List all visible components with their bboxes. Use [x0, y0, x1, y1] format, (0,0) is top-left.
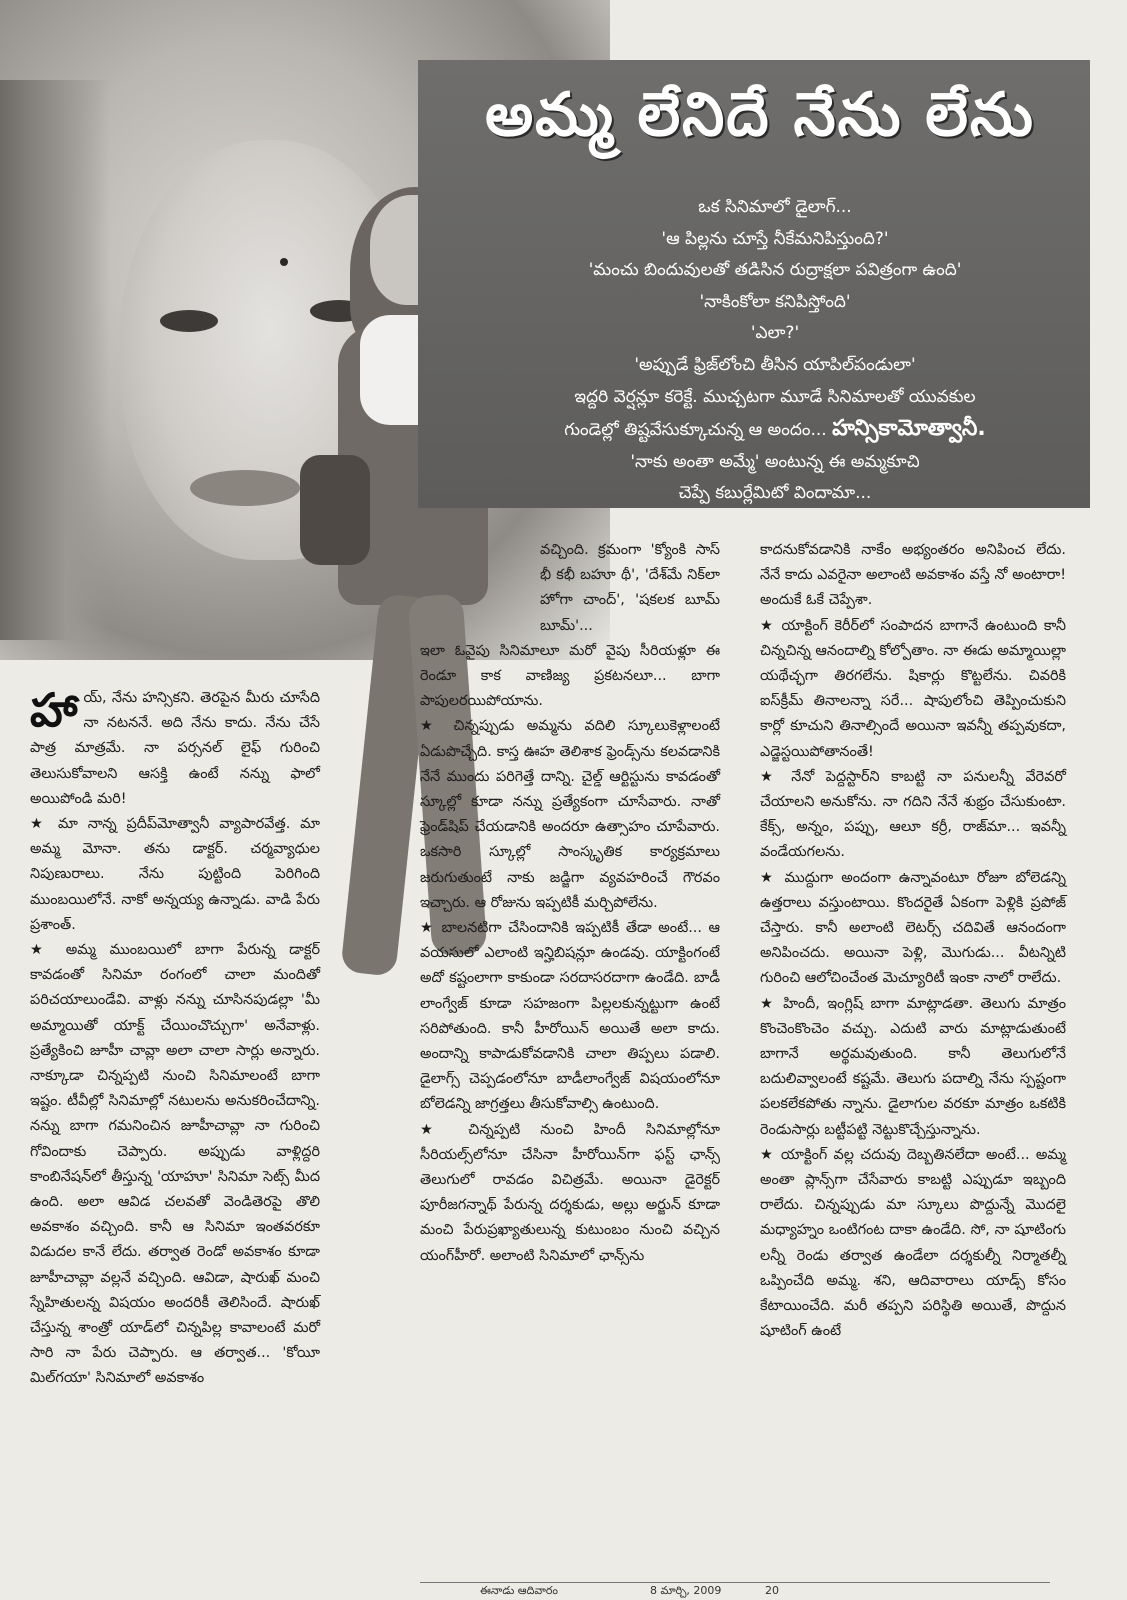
article-column-2 [420, 538, 720, 1269]
bindi [280, 258, 288, 266]
intro-line: చెప్పే కబుర్లేమిటో విందామా... [678, 483, 872, 504]
intro-line: 'మంచు బిందువులతో తడిసిన రుద్రాక్షలా పవిత్రంగా ఉంది' [588, 260, 962, 281]
paragraph: వచ్చింది. క్రమంగా 'క్యోంకి సాస్ భీ కభీ బహూ థీ', 'దేశ్‌మే నిక్‌లా హోగా చాంద్', 'షకలక బూమ్ బూమ్'... [540, 542, 720, 634]
intro-line: ఒక సినిమాలో డైలాగ్... [698, 197, 852, 217]
paragraph: ★ చిన్నప్పటి నుంచి హిందీ సినిమాల్లోనూ సీరియల్స్‌లోనూ చేసినా హీరోయిన్‌గా ఫస్ట్ ఛాన్స్ తెలుగులో రావడం విచిత్రమే. అయినా డైరెక్టర్ పూరీజగన్నాథ్ పేరున్న దర్శకుడు, అల్లు అర్జున్ కూడా మంచి పేరుప్రఖ్యాతులున్న కుటుంబం నుంచి వచ్చిన యంగ్‌హీరో. అలాంటి సినిమాలో ఛాన్స్‌ను [420, 1121, 720, 1264]
paragraph: కాదనుకోవడానికి నాకేం అభ్యంతరం అనిపించ లేదు. నేనే కాదు ఎవరైనా అలాంటి అవకాశం వస్తే నో అంటారా! అందుకే ఓకే చెప్పేశా. [760, 542, 1066, 609]
paragraph: ★ హిందీ, ఇంగ్లిష్ బాగా మాట్లాడతా. తెలుగు మాత్రం కొంచెంకొంచెం వచ్చు. ఎదుటి వారు మాట్లాడుతుంటే బాగానే అర్థమవుతుంది. కానీ తెలుగులోనే బదులివ్వాలంటే కష్టమే. తెలుగు పదాల్ని నేను స్పష్టంగా పలకలేకపోతు న్నాను. డైలాగుల వరకూ మాత్రం ఒకటికి రెండుసార్లు బట్టీపట్టి నెట్టుకొచ్చేస్తున్నాను. [760, 995, 1066, 1138]
lips [190, 470, 300, 506]
paragraph: ★ బాలనటిగా చేసిందానికి ఇప్పటికీ తేడా అంటే... ఆ వయసులో ఎలాంటి ఇన్హిబిషన్లూ ఉండవు. యాక్టింగంటే అదో కష్టంలాగా కాకుండా సరదాసరదాగా ఉండేది. బాడీ లాంగ్వేజ్ కూడా సహజంగా పిల్లలకున్నట్టుగా ఉంటే సరిపోతుంది. కానీ హీరోయిన్ అయితే అలా కాదు. అందాన్ని కాపాడుకోవడానికి చాలా తిప్పలు పడాలి. డైలాగ్స్ చెప్పడంలోనూ బాడీలాంగ్వేజ్ విషయంలోనూ బోలెడన్ని జాగ్రత్తలు తీసుకోవాల్సి ఉంటుంది. [420, 920, 720, 1113]
article-title: అమ్మ లేనిదే నేను లేను [485, 80, 1035, 150]
intro-line-text: గుండెల్లో తిష్టవేసుక్కూచున్న ఆ అందం... [564, 420, 827, 441]
article-intro [470, 192, 1080, 510]
left-eye [160, 310, 218, 332]
article-column-3 [760, 538, 1066, 1345]
paragraph: ★ చిన్నప్పుడు అమ్మను వదిలి స్కూలుకెళ్లాలంటే ఏడుపొచ్చేది. కాస్త ఊహ తెలిశాక ఫ్రెండ్స్‌ను కలవడానికి నేనే ముందు పరిగెత్తే దాన్ని. చైల్డ్ ఆర్టిస్టును కావడంతో స్కూల్లో కూడా నన్ను ప్రత్యేకంగా చూసేవారు. నాతో ఫ్రెండ్‌షిప్ చేయడానికి అందరూ ఉత్సాహం చూపేవారు. ఒకసారి స్కూల్లో సాంస్కృతిక కార్యక్రమాలు జరుగుతుంటే నాకు జడ్జిగా వ్యవహరించే గౌరవం ఇచ్చారు. ఆ రోజును ఇప్పటికీ మర్చిపోలేను. [420, 718, 720, 911]
intro-line [470, 413, 1080, 447]
paragraph: ★ మా నాన్న ప్రదీప్‌మోత్వానీ వ్యాపారవేత్త. మా అమ్మ మోనా. తను డాక్టర్. చర్మవ్యాధుల నిపుణురాలు. నేను పుట్టింది పెరిగింది ముంబయిలోనే. నాకో అన్నయ్య ఉన్నాడు. వాడి పేరు ప్రశాంత్. [30, 816, 320, 933]
intro-line: 'అప్పుడే ఫ్రిజ్‌లోంచి తీసిన యాపిల్‌పండులా' [634, 354, 916, 375]
paragraph: ★ యాక్టింగ్ వల్ల చదువు దెబ్బతినలేదా అంటే... అమ్మ అంతా ప్లాన్స్‌గా చేసేవారు కాబట్టి ఎప్పుడూ ఇబ్బంది రాలేదు. చిన్నప్పుడు మా స్కూలు పొద్దున్నే మొదలై మధ్యాహ్నం ఒంటిగంట దాకా ఉండేది. సో, నా షూటింగు లన్నీ రెండు తర్వాత ఉండేలా దర్శకుల్నీ నిర్మాతల్నీ ఒప్పించేది అమ్మ. శని, ఆదివారాలు యాడ్స్ కోసం కేటాయించేది. మరీ తప్పని పరిస్థితి అయితే, పొద్దున షూటింగ్ ఉంటే [760, 1146, 1066, 1340]
actress-name: హన్సికామోత్వానీ. [832, 416, 986, 442]
intro-line: ఇద్దరి వెర్షన్లూ కరెక్టే. ముచ్చటగా మూడే సినిమాలతో యువకుల [574, 386, 976, 407]
publication-name: ఈనాడు ఆదివారం [480, 1584, 558, 1597]
paragraph-text: య్, నేను హన్సికని. తెరపైన మీరు చూసేది నా నటననే. అది నేను కాదు. నేను చేసే పాత్ర మాత్రమే. నా పర్సనల్ లైఫ్ గురించి తెలుసుకోవాలని ఆసక్తి ఉంటే నన్ను ఫాలో అయిపోండి మరి! [30, 690, 320, 807]
paragraph: ★ యాక్టింగ్ కెరీర్‌లో సంపాదన బాగానే ఉంటుంది కానీ చిన్నచిన్న ఆనందాల్ని కోల్పోతాం. నా ఈడు అమ్మాయిల్లా యథేచ్ఛగా తిరగలేను. షికార్లు కొట్టలేను. చివరికి ఐస్‌క్రీమ్ తినాలన్నా సరే... షాపులోంచి తెప్పించుకుని కార్లో కూచుని తినాల్సిందే అయినా ఇవన్నీ తప్పవుకదా, ఎడ్జెస్టయిపోతానంతే! [760, 617, 1066, 760]
intro-line: 'ఆ పిల్లను చూస్తే నీకేమనిపిస్తుంది?' [661, 228, 889, 249]
figure-bag [300, 455, 370, 565]
paragraph: ★ నేనో పెద్దస్టార్‌ని కాబట్టి నా పనులన్నీ వేరెవరో చేయాలని అనుకోను. నా గదిని నేనే శుభ్రం చేసుకుంటా. కేక్స్, అన్నం, పప్పు, ఆలూ కర్రీ, రాజ్‌మా... ఇవన్నీ వండేయగలను. [760, 768, 1066, 861]
page-number: 20 [765, 1584, 779, 1597]
paragraph: ★ అమ్మ ముంబయిలో బాగా పేరున్న డాక్టర్ కావడంతో సినిమా రంగంలో చాలా మందితో పరిచయాలుండేవి. వాళ్లు నన్ను చూసినపుడల్లా 'మీ అమ్మాయితో యాక్ట్ చేయించొచ్చుగా' అనేవాళ్లు. ప్రత్యేకించి జూహీ చావ్లా అలా చాలా సార్లు అన్నారు. నాక్కూడా చిన్నప్పటి నుంచి సినిమాలంటే బాగా ఇష్టం. టీవీల్లో సినిమాల్లో నటులను అనుకరించేదాన్ని. నన్ను బాగా గమనించిన జూహీచావ్లా నా గురించి గోవిందాకు చెప్పారు. అప్పుడు వాళ్లిద్దరి కాంబినేషన్‌లో తీస్తున్న 'యాహూ' సినిమా సెట్స్ మీద ఉంది. అలా ఆవిడ చలవతో వెండితెరపై తొలి అవకాశం వచ్చింది. కానీ ఆ సినిమా ఇంతవరకూ విడుదల కానే లేదు. తర్వాత రెండో అవకాశం కూడా జూహీచావ్లా వల్లనే వచ్చింది. ఆవిడా, షారుఖ్ మంచి స్నేహితులన్న విషయం అందరికీ తెలిసిందే. షారుఖ్ చేస్తున్న శాంత్రో యాడ్‌లో చిన్నపిల్ల కావాలంటే మరో సారి నా పేరు చెప్పారు. ఆ తర్వాత... 'కోయీ మిల్‌గయా' సినిమాలో అవకాశం [30, 942, 320, 1387]
intro-line: 'నాకు అంతా అమ్మే' అంటున్న ఈ అమ్మకూచి [630, 451, 920, 472]
paragraph [30, 683, 320, 812]
paragraph: ★ ముద్దుగా అందంగా ఉన్నావంటూ రోజూ బోలెడన్ని ఉత్తరాలు వస్తుంటాయి. కొందరైతే ఏకంగా పెళ్లికి ప్రపోజ్ చేస్తారు. కానీ అలాంటి లెటర్స్ చదివితే ఆనందంగా అనిపించదు. అయినా పెళ్లి, మొగుడు... వీటన్నిటి గురించి ఆలోచించేంత మెచ్యూరిటీ ఇంకా నాలో రాలేదు. [760, 869, 1066, 987]
article-column-1 [30, 683, 320, 1392]
paragraph: ఇలా ఓవైపు సినిమాలూ మరో వైపు సీరియళ్లూ ఈ రెండూ కాక వాణిజ్య ప్రకటనలూ... బాగా పాపులరయిపోయాను. [420, 642, 720, 710]
page-footer [420, 1582, 1050, 1599]
hair-shading [0, 80, 110, 640]
issue-date: 8 మార్చి, 2009 [650, 1584, 722, 1597]
intro-line: 'నాకింకోలా కనిపిస్తోంది' [699, 291, 851, 312]
intro-line: 'ఎలా?' [750, 323, 800, 344]
drop-cap: హా [30, 683, 78, 737]
